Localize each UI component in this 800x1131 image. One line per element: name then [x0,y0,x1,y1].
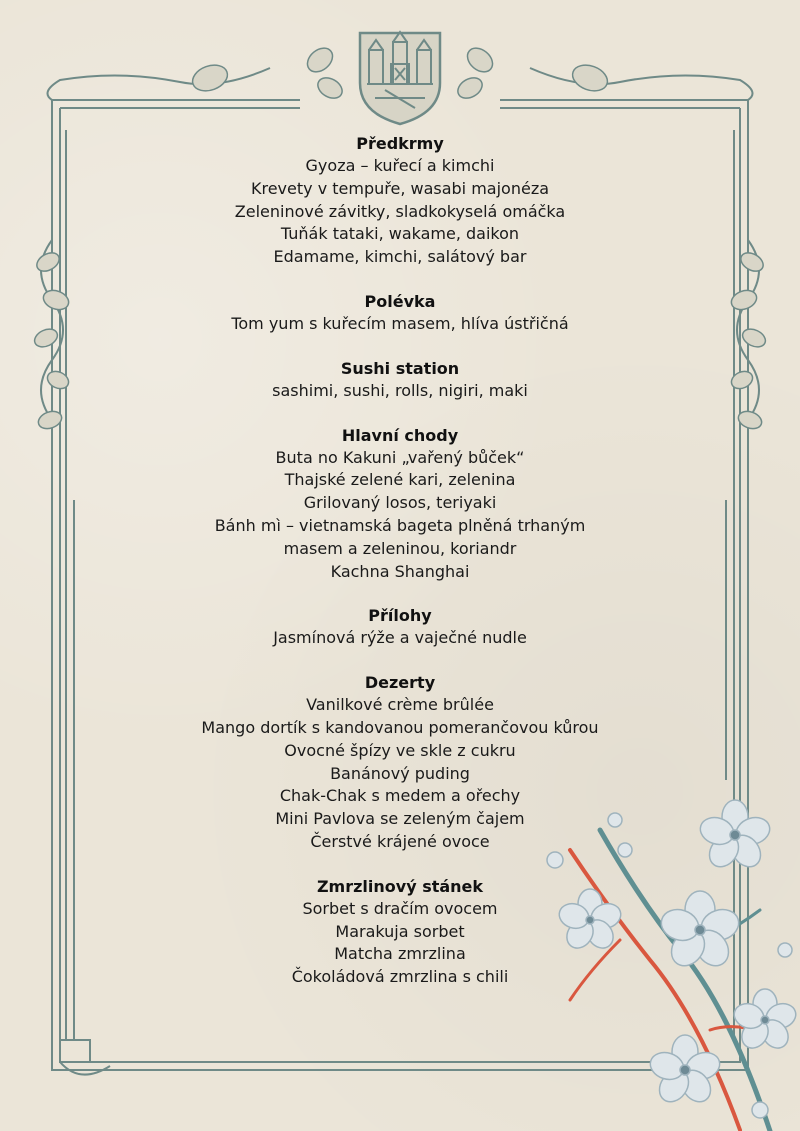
menu-item: Sorbet s dračím ovocem [302,898,498,918]
section-title: Přílohy [368,606,432,626]
menu-item: Tuňák tataki, wakame, daikon [280,224,520,244]
menu-item: Mango dortík s kandovanou pomerančovou kůrou [201,717,599,737]
menu-item: Ovocné špízy ve skle z cukru [284,740,516,760]
menu-section [100,425,700,584]
menu-section [100,605,700,650]
menu-item: sashimi, sushi, rolls, nigiri, maki [272,380,528,400]
section-title: Dezerty [364,673,436,693]
section-title: Hlavní chody [341,425,459,445]
menu-item: Čokoládová zmrzlina s chili [291,967,509,987]
menu-item: Krevety v tempuře, wasabi majonéza [250,178,550,198]
menu-item: Vanilkové crème brûlée [306,695,494,715]
menu-item: Jasmínová rýže a vaječné nudle [273,628,527,648]
menu-section [100,358,700,403]
cherry-blossom-icon [530,790,800,1131]
menu-item: Matcha zmrzlina [334,944,466,964]
menu-item: Tom yum s kuřecím masem, hlíva ústřičná [231,313,569,333]
menu-item: Thajské zelené kari, zelenina [284,470,516,490]
prague-castle-coat-of-arms-icon [355,28,445,128]
menu-item: Banánový puding [330,763,470,783]
menu-section [100,291,700,336]
menu-item: Chak-Chak s medem a ořechy [279,786,521,806]
menu-item: Čerstvé krájené ovoce [310,831,490,851]
menu-item: Edamame, kimchi, salátový bar [273,247,527,267]
section-title: Zmrzlinový stánek [316,876,484,896]
menu-item: Zeleninové závitky, sladkokyselá omáčka [234,201,566,221]
menu-item: Gyoza – kuřecí a kimchi [305,156,495,175]
section-title: Polévka [364,291,436,311]
menu-item: Kachna Shanghai [330,561,470,581]
menu-item: Buta no Kakuni „vařený bůček“ [275,447,525,467]
menu-section [100,133,700,269]
menu-item: masem a zeleninou, koriandr [283,538,517,558]
section-title: Sushi station [340,358,460,378]
menu-item: Grilovaný losos, teriyaki [303,493,497,513]
menu-item: Bánh mì – vietnamská bageta plněná trhaným [214,515,586,535]
menu-item: Marakuja sorbet [335,921,465,941]
menu-item: Mini Pavlova se zeleným čajem [275,809,525,829]
section-title: Předkrmy [356,134,444,153]
